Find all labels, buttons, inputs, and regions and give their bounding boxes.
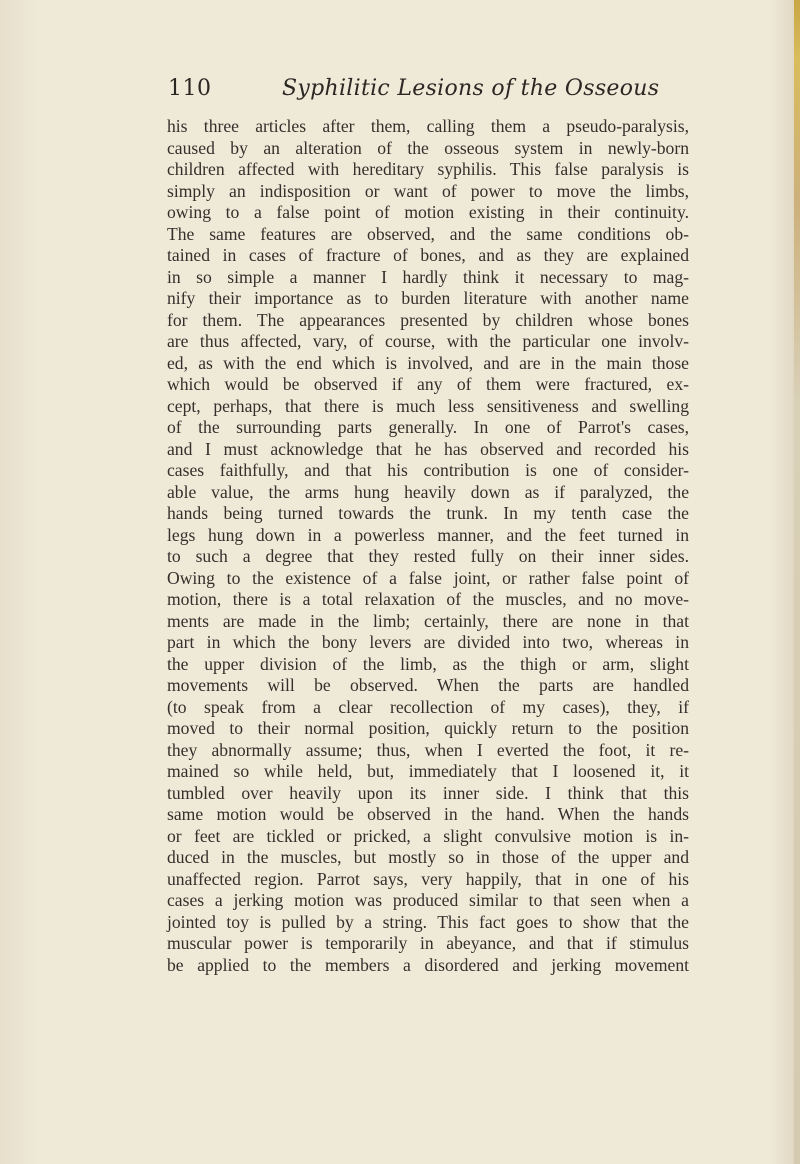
text-line: ed, as with the end which is involved, and are in the main those <box>167 352 689 373</box>
text-line: children affected with hereditary syphilis. This false paralysis is <box>167 159 689 179</box>
text-line: tumbled over heavily upon its inner side. I think that this <box>167 782 689 803</box>
text-line: they abnormally assume; thus, when I everted the foot, it re- <box>167 739 689 760</box>
text-line: and I must acknowledge that he has observed and recorded his <box>167 438 689 459</box>
page-number: 110 <box>168 76 212 101</box>
text-line: tained in cases of fracture of bones, and as they are explained <box>167 245 689 265</box>
text-line: moved to their normal position, quickly return to the position <box>167 718 689 738</box>
text-line: jointed toy is pulled by a string. This fact goes to show that the <box>167 911 689 932</box>
text-line: of the surrounding parts generally. In one of Parrot's cases, <box>167 417 689 437</box>
text-line: simply an indisposition or want of power to move the limbs, <box>167 180 689 201</box>
body-text <box>167 116 689 976</box>
text-line: mained so while held, but, immediately that I loosened it, it <box>167 761 689 781</box>
page-header <box>0 76 800 110</box>
text-line: motion, there is a total relaxation of the muscles, and no move- <box>167 589 689 609</box>
text-line: Owing to the existence of a false joint, or rather false point of <box>167 567 689 588</box>
text-line: be applied to the members a disordered and jerking movement <box>167 954 689 975</box>
text-line: owing to a false point of motion existing in their continuity. <box>167 202 689 222</box>
text-line: hands being turned towards the trunk. In my tenth case the <box>167 503 689 523</box>
text-line: duced in the muscles, but mostly so in those of the upper and <box>167 847 689 867</box>
text-line: for them. The appearances presented by children whose bones <box>167 309 689 330</box>
page-edge <box>794 0 800 1164</box>
text-line: part in which the bony levers are divided into two, whereas in <box>167 632 689 652</box>
text-line: which would be observed if any of them were fractured, ex- <box>167 374 689 394</box>
text-line: the upper division of the limb, as the thigh or arm, slight <box>167 653 689 674</box>
text-line: nify their importance as to burden literature with another name <box>167 288 689 308</box>
text-line: same motion would be observed in the hand. When the hands <box>167 804 689 824</box>
text-line: are thus affected, vary, of course, with the particular one involv- <box>167 331 689 351</box>
text-line: legs hung down in a powerless manner, and the feet turned in <box>167 524 689 545</box>
text-line: The same features are observed, and the same conditions ob- <box>167 223 689 244</box>
text-line: able value, the arms hung heavily down as if paralyzed, the <box>167 481 689 502</box>
text-line: (to speak from a clear recollection of my cases), they, if <box>167 696 689 717</box>
text-line: cept, perhaps, that there is much less sensitiveness and swelling <box>167 395 689 416</box>
text-line: movements will be observed. When the parts are handled <box>167 675 689 695</box>
text-line: or feet are tickled or pricked, a slight convulsive motion is in- <box>167 825 689 846</box>
text-line: caused by an alteration of the osseous system in newly-born <box>167 137 689 158</box>
text-line: muscular power is temporarily in abeyance, and that if stimulus <box>167 933 689 953</box>
text-line: to such a degree that they rested fully on their inner sides. <box>167 546 689 566</box>
text-line: in so simple a manner I hardly think it necessary to mag- <box>167 266 689 287</box>
text-line: cases faithfully, and that his contribution is one of consider- <box>167 460 689 480</box>
running-title: Syphilitic Lesions of the Osseous <box>282 76 660 101</box>
text-line: ments are made in the limb; certainly, there are none in that <box>167 610 689 631</box>
text-line: cases a jerking motion was produced similar to that seen when a <box>167 890 689 910</box>
text-line: his three articles after them, calling them a pseudo-paralysis, <box>167 116 689 136</box>
text-line: unaffected region. Parrot says, very happily, that in one of his <box>167 868 689 889</box>
